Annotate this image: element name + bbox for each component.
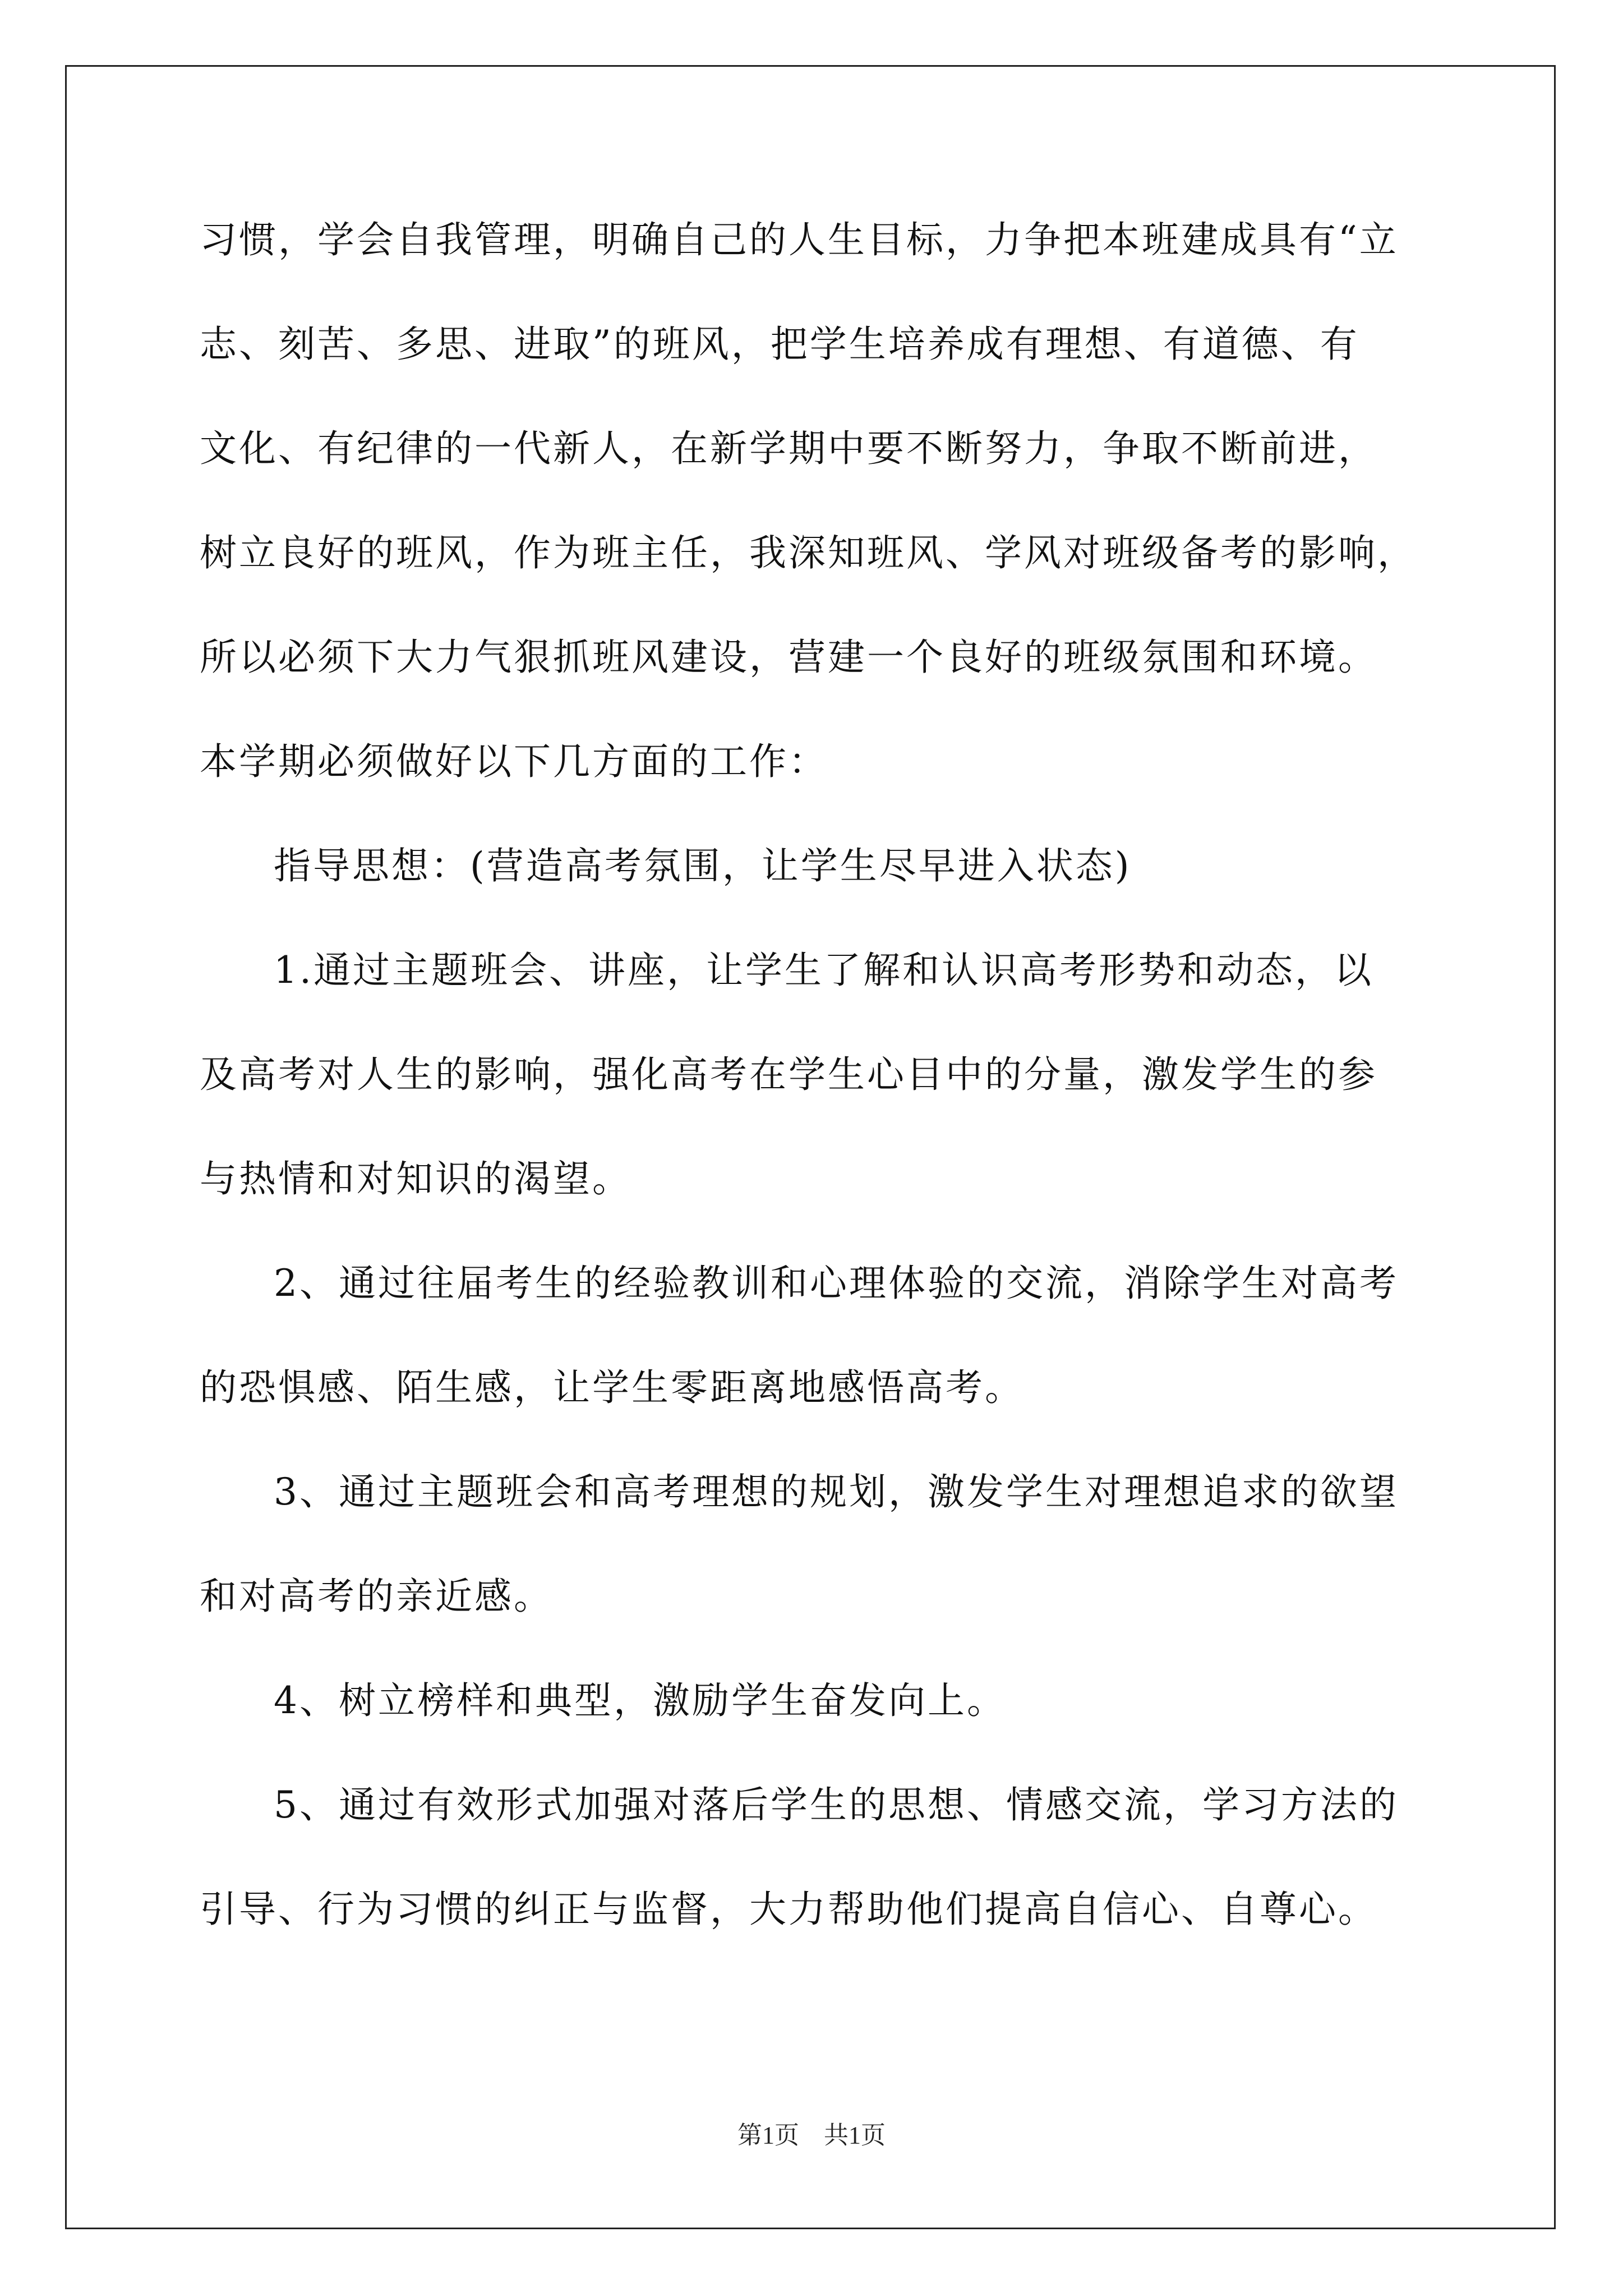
text-line: 的恐惧感、陌生感，让学生零距离地感悟高考。 — [200, 1366, 1024, 1409]
page-number: 第1页 共1页 — [737, 2122, 886, 2149]
text-line: 引导、行为习惯的纠正与监督，大力帮助他们提高自信心、自尊心。 — [200, 1888, 1377, 1931]
document-body — [200, 214, 1428, 1988]
list-item: 4、树立榜样和典型，激励学生奋发向上。 — [274, 1679, 1006, 1722]
list-item: 2、通过往届考生的经验教训和心理体验的交流，消除学生对高考 — [274, 1262, 1399, 1305]
text-line: 与热情和对知识的渴望。 — [200, 1157, 631, 1200]
text-line: 及高考对人生的影响，强化高考在学生心目中的分量，激发学生的参 — [200, 1053, 1377, 1096]
text-line: 树立良好的班风，作为班主任，我深知班风、学风对班级备考的影响， — [200, 531, 1417, 574]
text-line: 习惯，学会自我管理，明确自己的人生目标，力争把本班建成具有“立 — [200, 218, 1399, 261]
text-line: 文化、有纪律的一代新人，在新学期中要不断努力，争取不断前进， — [200, 427, 1377, 470]
list-item: 1.通过主题班会、讲座，让学生了解和认识高考形势和动态，以 — [274, 949, 1373, 992]
list-item: 5、通过有效形式加强对落后学生的思想、情感交流，学习方法的 — [274, 1783, 1399, 1826]
list-item: 3、通过主题班会和高考理想的规划，激发学生对理想追求的欲望 — [274, 1470, 1399, 1513]
text-line: 所以必须下大力气狠抓班风建设，营建一个良好的班级氛围和环境。 — [200, 636, 1377, 679]
text-line: 本学期必须做好以下几方面的工作： — [200, 740, 828, 783]
section-heading: 指导思想：(营造高考氛围，让学生尽早进入状态) — [274, 844, 1132, 887]
text-line: 志、刻苦、多思、进取”的班风，把学生培养成有理想、有道德、有 — [200, 323, 1359, 366]
text-line: 和对高考的亲近感。 — [200, 1575, 553, 1618]
